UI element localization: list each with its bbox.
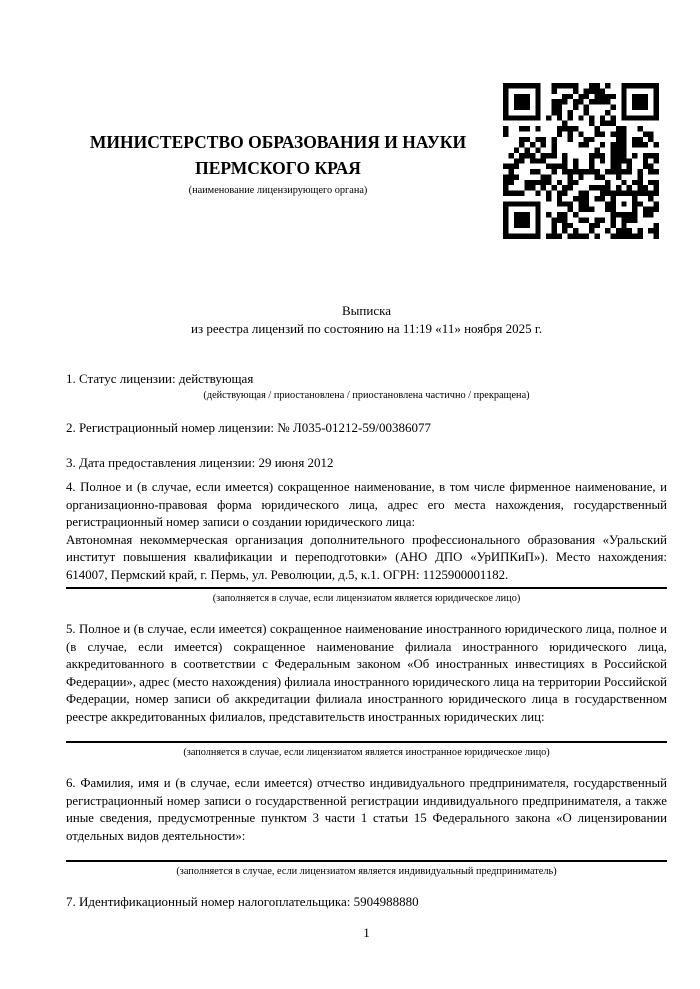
licensing-authority-name <box>66 129 490 181</box>
ministry-name-line2: ПЕРМСКОГО КРАЯ <box>195 158 361 178</box>
ministry-name-line1: МИНИСТЕРСТВО ОБРАЗОВАНИЯ И НАУКИ <box>89 132 467 152</box>
license-status-options-caption: (действующая / приостановлена / приостановлена частично / прекращена) <box>203 390 530 401</box>
legal-entity-question: 4. Полное и (в случае, если имеется) сокращенное наименование, в том числе фирменное наименование, и организационно-правовая форма юридического лица, адрес его места нахождения, государственный регистрационный номер записи о создании юридического лица: <box>66 480 667 530</box>
field-grant-date <box>66 454 667 471</box>
field-taxpayer-number <box>66 893 667 910</box>
individual-entrepreneur-question: 6. Фамилия, имя и (в случае, если имеется) отчество индивидуального предпринимателя, государственный регистрационный номер записи о государственной регистрации индивидуального предпринимателя, а также иные сведения, предусмотренные пунктом 3 части 1 статьи 15 Федерального закона «О лицензировании отдельных видов деятельности»: <box>66 776 667 843</box>
field-individual-entrepreneur-info <box>66 775 667 878</box>
page-number: 1 <box>363 925 370 940</box>
fill-in-rule <box>66 741 667 743</box>
qr-code-icon <box>503 83 659 239</box>
document-title <box>66 302 667 338</box>
field-legal-entity-info <box>66 479 667 605</box>
field-registration-number <box>66 419 667 436</box>
field-license-status <box>66 370 667 402</box>
individual-entrepreneur-caption: (заполняется в случае, если лицензиатом является индивидуальный предприниматель) <box>176 866 557 878</box>
legal-entity-caption: (заполняется в случае, если лицензиатом является юридическое лицо) <box>212 592 521 604</box>
license-status-text: 1. Статус лицензии: действующая <box>66 371 254 386</box>
foreign-entity-question: 5. Полное и (в случае, если имеется) сокращенное наименование иностранного юридического лица, полное и (в случае, если имеется) сокращенное наименование филиала иностранного юридического лица, аккредитованного в соответствии с Федеральным законом «Об иностранных инвестициях в Российской Федерации», адрес (место нахождения) филиала иностранного юридического лица на территории Российской Федерации, номер записи об аккредитации филиала иностранного юридического лица в государственном реестре аккредитованных филиалов, представительств иностранных юридических лиц: <box>66 622 667 724</box>
registration-number-text: 2. Регистрационный номер лицензии: № Л035-01212-59/00386077 <box>66 420 432 435</box>
fill-in-rule <box>66 860 667 862</box>
document-title-line1: Выписка <box>342 303 391 318</box>
fill-in-rule <box>66 587 667 589</box>
foreign-entity-caption: (заполняется в случае, если лицензиатом является иностранное юридическое лицо) <box>183 746 550 758</box>
licensing-authority-caption: (наименование лицензирующего органа) <box>188 185 368 196</box>
field-foreign-entity-info <box>66 621 667 759</box>
legal-entity-answer: Автономная некоммерческая организация дополнительного профессионального образования «Уральский институт повышения квалификации и переподготовки» (АНО ДПО «УрИПКиП»). Место нахождения: 614007, Пермский край, г. Пермь, ул. Революции, д.5, к.1. ОГРН: 1125900001182. <box>66 532 667 582</box>
document-title-line2: из реестра лицензий по состоянию на 11:19 «11» ноября 2025 г. <box>191 321 542 336</box>
individual-entrepreneur-answer <box>66 845 667 858</box>
qr-code-graphic <box>503 83 659 239</box>
foreign-entity-answer <box>66 727 667 739</box>
document-header <box>66 129 490 197</box>
grant-date-text: 3. Дата предоставления лицензии: 29 июня 2012 <box>66 455 334 470</box>
taxpayer-number-text: 7. Идентификационный номер налогоплательщика: 5904988880 <box>66 894 419 909</box>
